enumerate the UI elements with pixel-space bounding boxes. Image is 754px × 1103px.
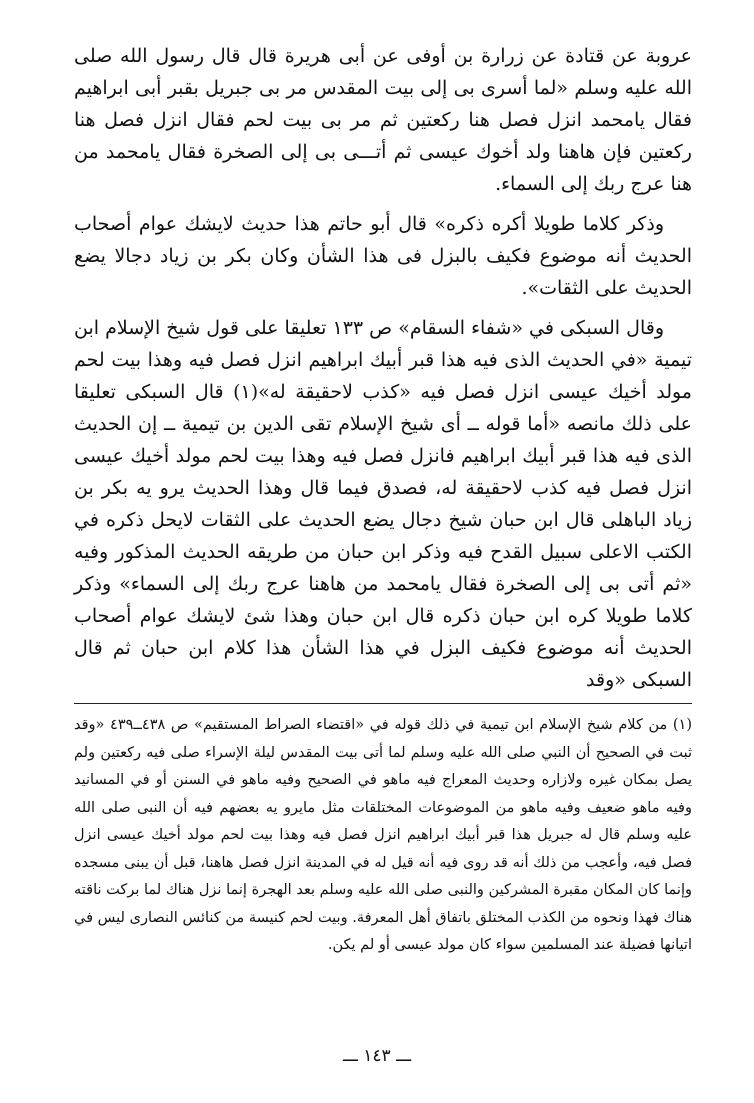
main-text [74,40,692,704]
paragraph-subki: وقال السبكى في «شفاء السقام» ص ١٣٣ تعليقا على قول شيخ الإسلام ابن تيمية «في الحديث الذى فيه هذا قبر أبيك ابراهيم انزل فصل فيه وهذا بيت لحم مولد أخيك عيسى انزل فصل فيه «كذب لاحقيقة له»(١) قال السبكى تعليقا على ذلك مانصه «أما قوله ــ أى شيخ الإسلام تقى الدين بن تيمية ــ إن الحديث الذى فيه هذا قبر أبيك ابراهيم فانزل فصل فيه وهذا بيت لحم مولد أخيك عيسى انزل فصل فيه كذب لاحقيقة له، فصدق فيما قال وهذا الحديث يرو يه بكر بن زياد الباهلى قال ابن حبان شيخ دجال يضع الحديث على الثقات لايحل ذكره في الكتب الاعلى سبيل القدح فيه وذكر ابن حبان من طريقه الحديث المذكور وفيه «ثم أتى بى إلى الصخرة فقال يامحمد من هاهنا عرج ربك إلى السماء» وذكر كلاما طويلا كره ابن حبان ذكره قال ابن حبان وهذا شئ لايشك عوام أصحاب الحديث أنه موضوع فكيف البزل في هذا الشأن هذا كلام ابن حبان ثم قال السبكى «وقد [74,317,692,691]
footnote: (١) من كلام شيخ الإسلام ابن تيمية في ذلك قوله في «اقتضاء الصراط المستقيم» ص ٤٣٨ــ٤٣٩ «وقد ثبت في الصحيح أن النبي صلى الله عليه وسلم لما أتى بيت المقدس ليلة الإسراء صلى فيه ركعتين ولم يصل بمكان غيره ولازاره وحديث المعراج فيه ماهو في الصحيح وفيه ماهو في السنن أو في المسانيد وفيه ماهو ضعيف وفيه ماهو من الموضوعات المختلقات مثل مايرو يه بعضهم فيه أن النبى صلى الله عليه وسلم قال له جبريل هذا قبر أبيك ابراهيم انزل فصل فيه وهذا بيت لحم مولد أخيك عيسى انزل فصل فيه، وأعجب من ذلك أنه قد روى فيه أنه قيل له في المدينة انزل فصل هاهنا، قبل أن يبنى مسجده وإنما كان المكان مقبرة المشركين والنبى صلى الله عليه وسلم بعد الهجرة إنما نزل هناك لما بركت ناقته هناك فهذا ونحوه من الكذب المختلق باتفاق أهل المعرفة. وبيت لحم كنيسة من كنائس النصارى ليس في اتيانها فضيلة عند المسلمين سواء كان مولد عيسى أو لم يكن. [74,717,692,953]
page-number: ـــ ١٤٣ ـــ [342,1046,412,1066]
paragraph-ibn-hibban: وذكر كلاما طويلا أكره ذكره» قال أبو حاتم هذا حديث لايشك عوام أصحاب الحديث أنه موضوع فكيف بالبزل فى هذا الشأن وكان بكر بن زياد دجالا يضع الحديث على الثقات». [74,213,692,299]
paragraph-hadith: عروبة عن قتادة عن زرارة بن أوفى عن أبى هريرة قال قال رسول الله صلى الله عليه وسلم «لما أسرى بى إلى بيت المقدس مر بى جبريل بقبر أبى ابراهيم فقال يامحمد انزل فصل هنا ركعتين ثم مر بى بيت لحم فقال انزل فصل هنا ركعتين فإن هاهنا ولد أخوك عيسى ثم أتـــى بى إلى الصخرة فقال يامحمد من هنا عرج ربك إلى السماء. [74,45,692,195]
footnote-divider [74,703,692,704]
